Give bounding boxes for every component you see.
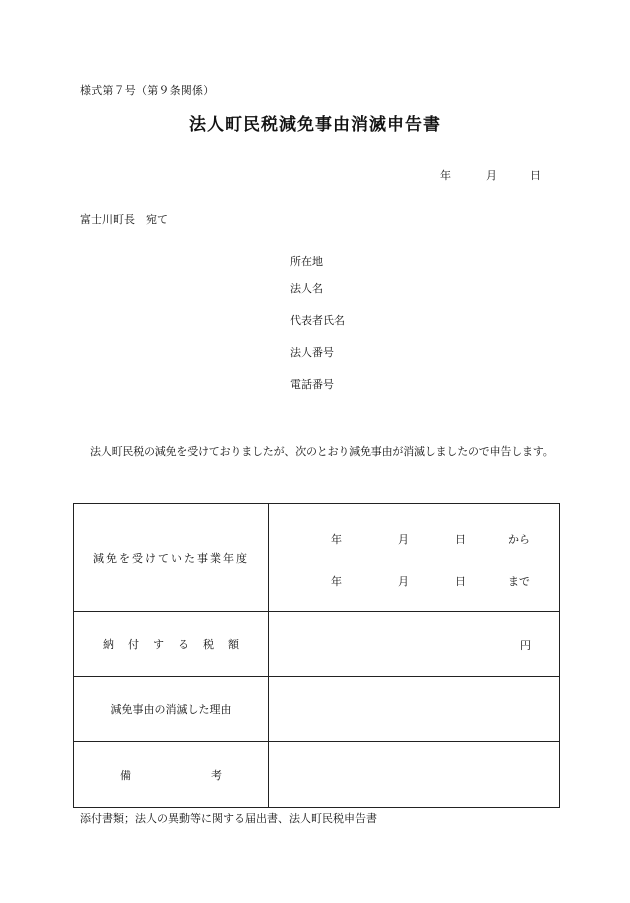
period-from-line bbox=[269, 531, 559, 545]
period-from-month: 月 bbox=[398, 533, 409, 546]
tax-value-cell[interactable] bbox=[269, 612, 560, 677]
page-title: 法人町民税減免事由消滅申告書 bbox=[189, 115, 441, 135]
period-label: 減免を受けていた事業年度 bbox=[93, 551, 249, 565]
declaration-text: 法人町民税の減免を受けておりましたが、次のとおり減免事由が消滅しましたので申告します。 bbox=[90, 445, 554, 458]
addressee: 富士川町長 宛て bbox=[80, 213, 168, 226]
date-day-label: 日 bbox=[530, 169, 541, 182]
date-year-label: 年 bbox=[440, 169, 451, 182]
rep-name-label: 代表者氏名 bbox=[290, 314, 345, 327]
remarks-label-char-1: 備 bbox=[120, 768, 131, 782]
corp-name-label: 法人名 bbox=[290, 282, 323, 295]
remarks-label bbox=[74, 767, 268, 783]
period-from-day: 日 bbox=[455, 533, 466, 546]
reason-label-cell bbox=[74, 677, 269, 742]
period-from-suffix: から bbox=[508, 533, 530, 546]
period-label-cell bbox=[74, 504, 269, 612]
period-to-line bbox=[269, 573, 559, 587]
form-number: 様式第７号（第９条関係） bbox=[80, 84, 215, 97]
address-label: 所在地 bbox=[290, 255, 323, 268]
reason-value-cell[interactable] bbox=[269, 677, 560, 742]
period-to-suffix: まで bbox=[508, 575, 530, 588]
tax-label: 納付する税額 bbox=[103, 638, 253, 651]
table-row-remarks bbox=[74, 742, 560, 808]
table-row-reason bbox=[74, 677, 560, 742]
remarks-label-cell bbox=[74, 742, 269, 808]
period-to-month: 月 bbox=[398, 575, 409, 588]
table-row-tax bbox=[74, 612, 560, 677]
remarks-label-char-2: 考 bbox=[211, 768, 222, 782]
period-to-day: 日 bbox=[455, 575, 466, 588]
tax-unit: 円 bbox=[520, 639, 531, 652]
tax-label-cell bbox=[74, 612, 269, 677]
corp-number-label: 法人番号 bbox=[290, 346, 334, 359]
phone-label: 電話番号 bbox=[290, 378, 334, 391]
attachments-note: 添付書類；法人の異動等に関する届出書、法人町民税申告書 bbox=[80, 812, 377, 825]
reason-label: 減免事由の消滅した理由 bbox=[110, 703, 232, 716]
remarks-value-cell[interactable] bbox=[269, 742, 560, 808]
date-month-label: 月 bbox=[486, 169, 497, 182]
declaration-table bbox=[73, 503, 560, 808]
table-row-period bbox=[74, 504, 560, 612]
period-value-cell[interactable] bbox=[269, 504, 560, 612]
period-from-year: 年 bbox=[331, 533, 342, 546]
period-to-year: 年 bbox=[331, 575, 342, 588]
